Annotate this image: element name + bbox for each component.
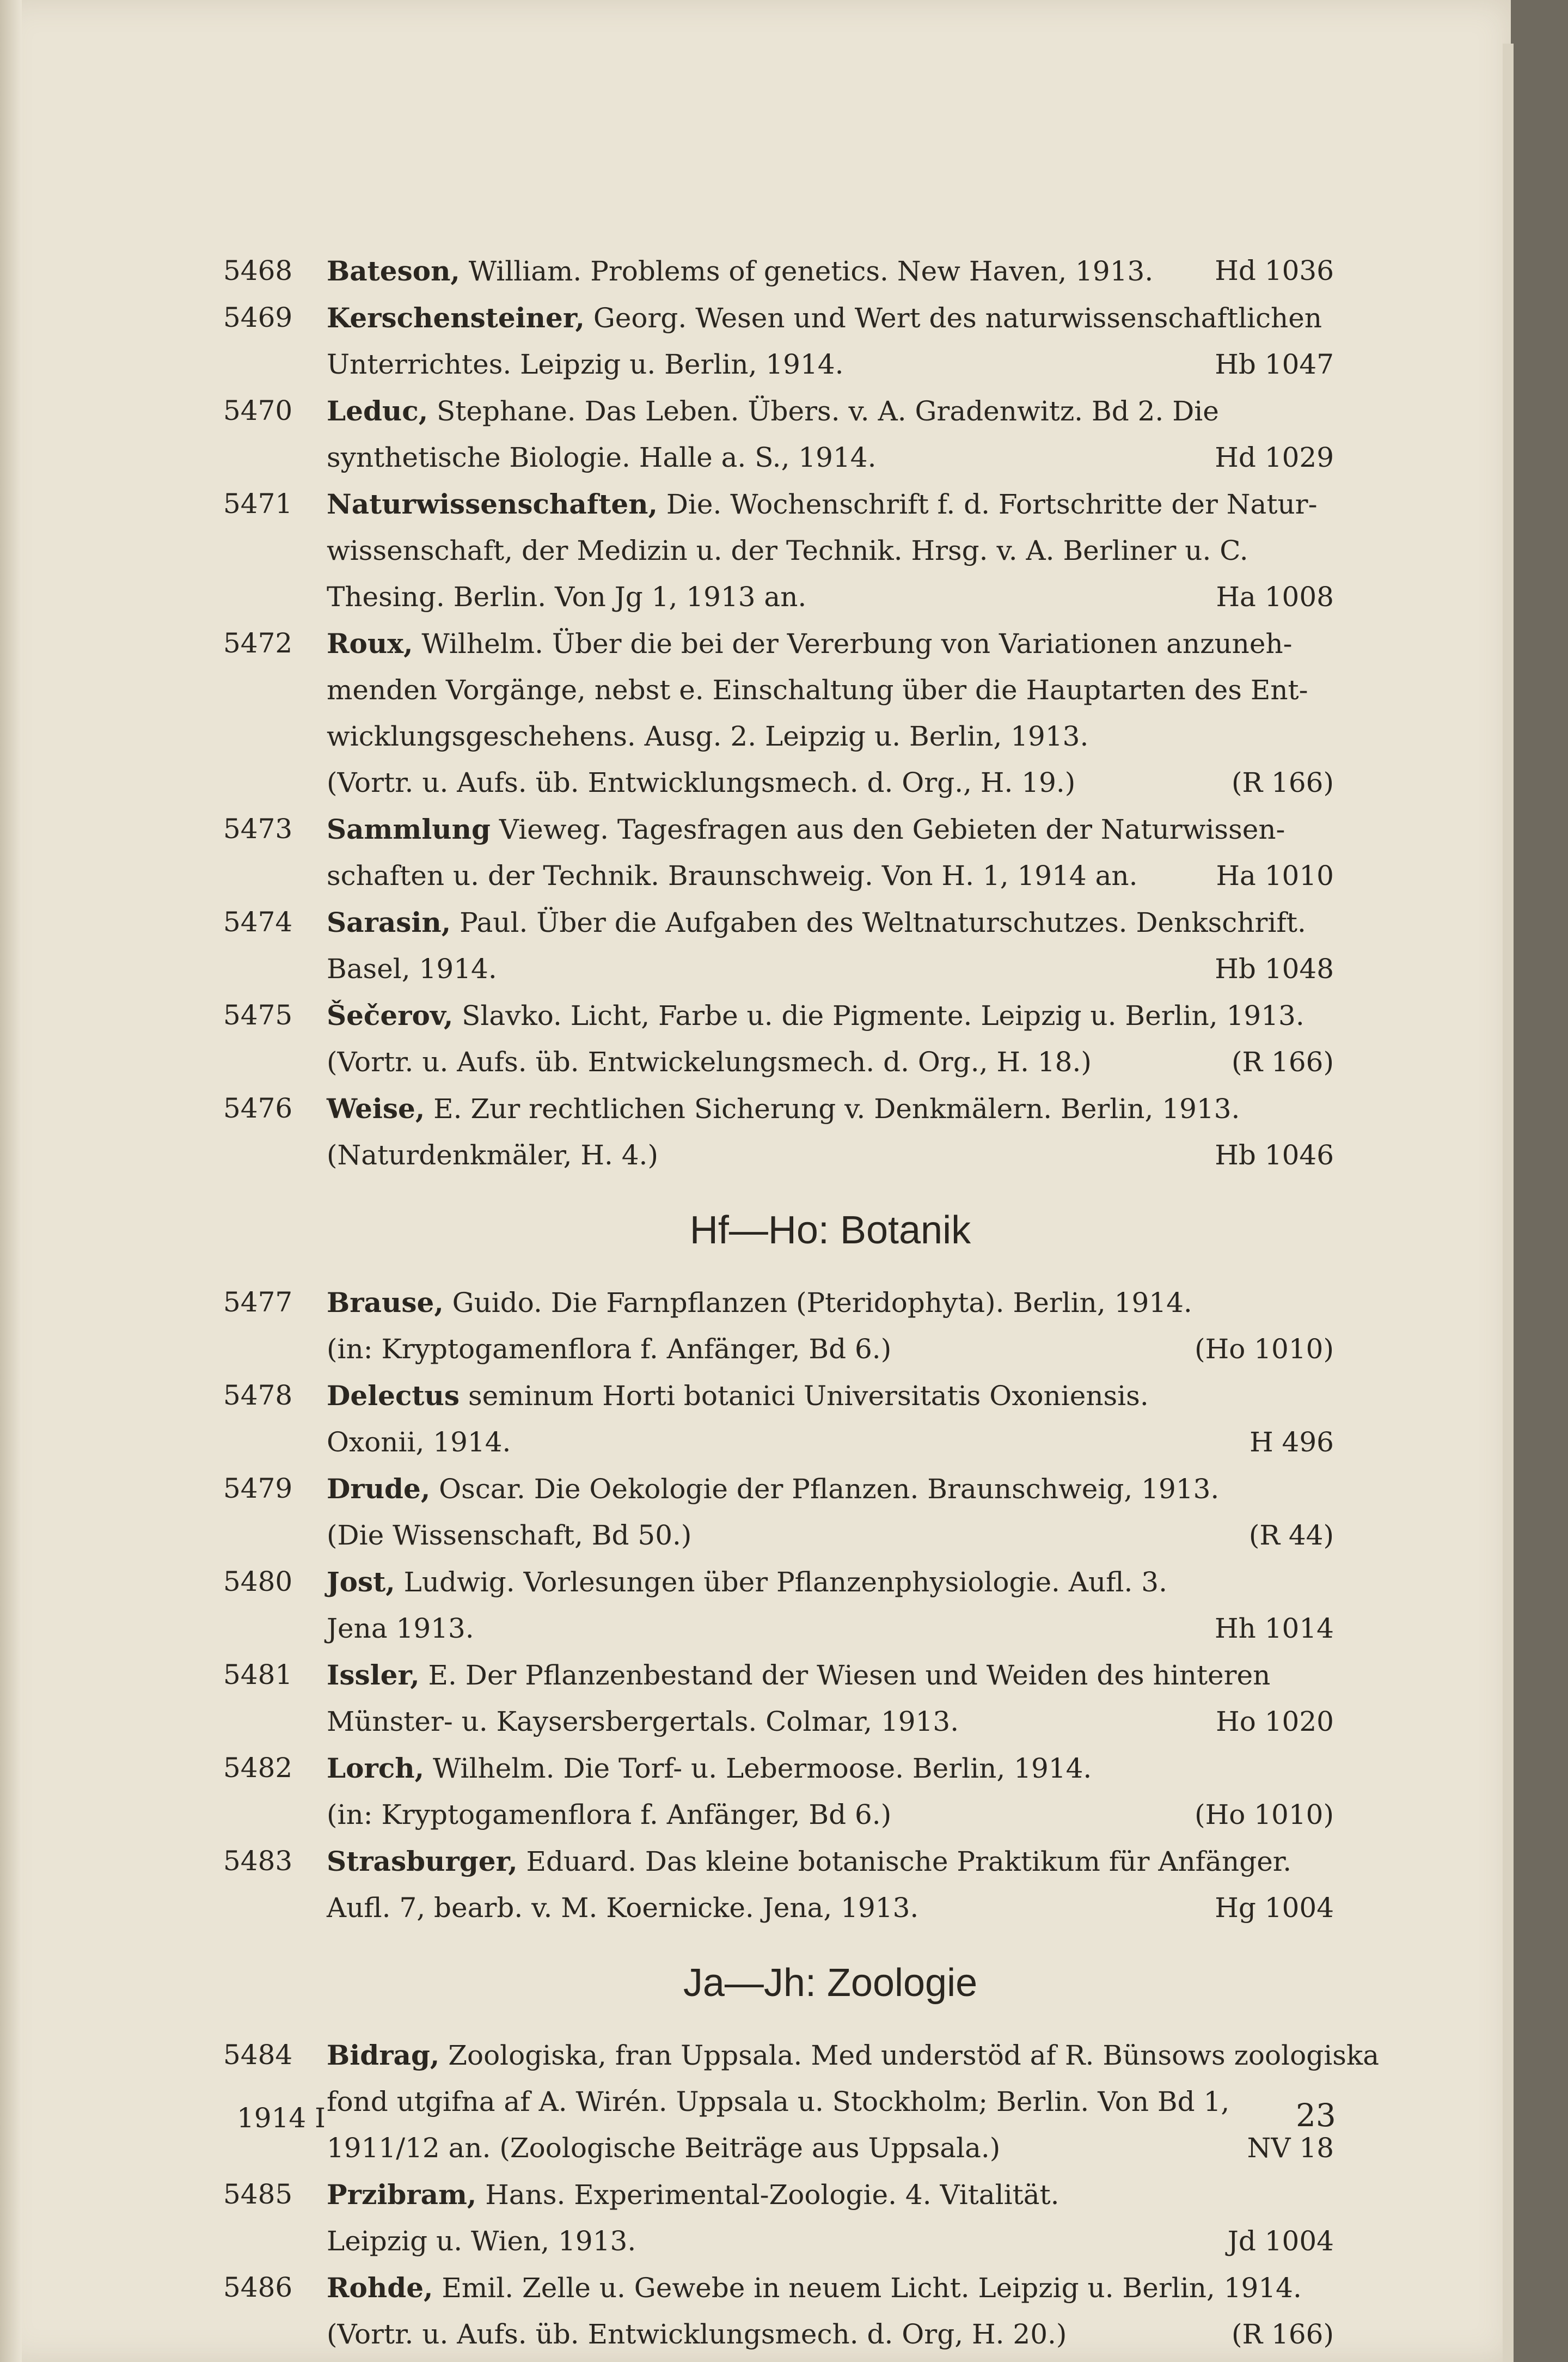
entry-line bbox=[327, 899, 1334, 946]
catalogue-entry bbox=[223, 1085, 1334, 1179]
author-name: Drude, bbox=[327, 1473, 431, 1505]
catalogue-entry bbox=[223, 295, 1334, 388]
entry-text: Eduard. Das kleine botanische Praktikum für Anfänger. bbox=[526, 1846, 1292, 1877]
section-heading: Hf—Ho: Botanik bbox=[689, 1209, 971, 1252]
entry-text: Wilhelm. Die Torf- u. Lebermoose. Berlin, 1914. bbox=[432, 1753, 1092, 1784]
entry-text: Hans. Experimental-Zoologie. 4. Vitalität. bbox=[485, 2179, 1059, 2211]
entry-number: 5483 bbox=[223, 1845, 293, 1877]
catalogue-entry bbox=[223, 2032, 1379, 2171]
author-name: Jost, bbox=[327, 1566, 395, 1598]
signature-mark: 1914 I bbox=[237, 2102, 326, 2134]
shelf-mark: (R 166) bbox=[1232, 2318, 1334, 2350]
shelf-mark: Ha 1010 bbox=[1216, 860, 1334, 892]
entry-text: wissenschaft, der Medizin u. der Technik. Hrsg. v. A. Berliner u. C. bbox=[327, 535, 1248, 566]
shelf-mark: Hb 1046 bbox=[1215, 1139, 1334, 1171]
entry-text: William. Problems of genetics. New Haven, 1913. bbox=[468, 255, 1154, 287]
shelf-mark: H 496 bbox=[1250, 1426, 1334, 1458]
entry-number: 5471 bbox=[223, 488, 293, 520]
entry-text: Guido. Die Farnpflanzen (Pteridophyta). Berlin, 1914. bbox=[452, 1287, 1192, 1319]
page-number: 23 bbox=[1296, 2097, 1336, 2134]
entry-text: Oxonii, 1914. bbox=[327, 1426, 511, 1458]
entry-text: (in: Kryptogamenflora f. Anfänger, Bd 6.) bbox=[327, 1333, 892, 1365]
entry-line bbox=[327, 2079, 1334, 2125]
entry-text: Aufl. 7, bearb. v. M. Koernicke. Jena, 1913. bbox=[327, 1892, 919, 1924]
entry-number: 5485 bbox=[223, 2178, 293, 2210]
entry-line bbox=[327, 1838, 1334, 1885]
entry-number: 5479 bbox=[223, 1473, 293, 1504]
entry-number: 5486 bbox=[223, 2272, 293, 2303]
entry-number: 5470 bbox=[223, 395, 293, 426]
shelf-mark: (R 44) bbox=[1248, 1519, 1334, 1551]
entry-line bbox=[327, 2032, 1379, 2079]
entry-text: (in: Kryptogamenflora f. Anfänger, Bd 6.) bbox=[327, 1799, 892, 1830]
entry-line bbox=[327, 1606, 1334, 1652]
catalogue-entry bbox=[223, 1372, 1334, 1466]
entry-text: (Vortr. u. Aufs. üb. Entwicklungsmech. d. Org, H. 20.) bbox=[327, 2318, 1067, 2350]
entry-line bbox=[327, 435, 1334, 481]
entry-line bbox=[327, 1745, 1334, 1792]
entry-line bbox=[327, 248, 1334, 295]
shelf-mark: Hb 1047 bbox=[1215, 349, 1334, 380]
author-name: Rohde, bbox=[327, 2272, 433, 2304]
entry-line bbox=[327, 853, 1334, 899]
entry-text: synthetische Biologie. Halle a. S., 1914. bbox=[327, 442, 877, 473]
shelf-mark: Hd 1036 bbox=[1215, 255, 1334, 286]
entry-text: Paul. Über die Aufgaben des Weltnaturschutzes. Denkschrift. bbox=[460, 907, 1306, 938]
entry-line bbox=[327, 2265, 1334, 2311]
catalogue-entry bbox=[223, 2265, 1334, 2358]
entry-text: E. Der Pflanzenbestand der Wiesen und Weiden des hinteren bbox=[428, 1659, 1271, 1691]
entry-line bbox=[327, 1652, 1334, 1699]
entry-line bbox=[327, 574, 1334, 620]
catalogue-entry bbox=[223, 620, 1334, 806]
catalogue-entry bbox=[223, 1745, 1334, 1838]
shelf-mark: Hb 1048 bbox=[1215, 953, 1334, 985]
entry-line bbox=[327, 760, 1334, 806]
catalogue-entry bbox=[223, 1279, 1334, 1372]
entry-line bbox=[327, 713, 1334, 760]
entry-text: Unterrichtes. Leipzig u. Berlin, 1914. bbox=[327, 349, 844, 380]
entry-line bbox=[327, 1559, 1334, 1606]
entry-text: (Vortr. u. Aufs. üb. Entwicklungsmech. d. Org., H. 19.) bbox=[327, 767, 1076, 798]
shelf-mark: (Ho 1010) bbox=[1195, 1333, 1334, 1365]
shelf-mark: (Ho 1010) bbox=[1195, 1799, 1334, 1830]
entry-text: schaften u. der Technik. Braunschweig. Von H. 1, 1914 an. bbox=[327, 860, 1138, 892]
author-name: Šečerov, bbox=[327, 999, 454, 1032]
entry-text: (Vortr. u. Aufs. üb. Entwickelungsmech. d. Org., H. 18.) bbox=[327, 1046, 1092, 1078]
entry-text: Georg. Wesen und Wert des naturwissenschaftlichen bbox=[593, 302, 1322, 334]
entry-line bbox=[327, 2125, 1334, 2171]
author-name: Strasburger, bbox=[327, 1845, 518, 1877]
catalogue-entry bbox=[223, 1466, 1334, 1559]
entry-text: Thesing. Berlin. Von Jg 1, 1913 an. bbox=[327, 581, 807, 613]
catalogue-entry bbox=[223, 248, 1334, 295]
shelf-mark: NV 18 bbox=[1247, 2132, 1334, 2164]
entry-line bbox=[327, 1039, 1334, 1085]
entry-text: (Die Wissenschaft, Bd 50.) bbox=[327, 1519, 692, 1551]
entry-line bbox=[327, 2171, 1334, 2218]
author-name: Sarasin, bbox=[327, 906, 451, 938]
entry-text: seminum Horti botanici Universitatis Oxoniensis. bbox=[468, 1380, 1149, 1412]
shelf-mark: (R 166) bbox=[1232, 767, 1334, 798]
author-name: Lorch, bbox=[327, 1752, 425, 1784]
entry-line bbox=[327, 388, 1334, 435]
entry-number: 5473 bbox=[223, 813, 293, 845]
page-edge bbox=[1503, 44, 1514, 2362]
shelf-mark: Jd 1004 bbox=[1227, 2225, 1334, 2257]
author-name: Bidrag, bbox=[327, 2039, 440, 2071]
entry-number: 5474 bbox=[223, 906, 293, 938]
entry-text: Slavko. Licht, Farbe u. die Pigmente. Leipzig u. Berlin, 1913. bbox=[462, 1000, 1304, 1032]
entry-line bbox=[327, 1085, 1334, 1132]
entry-line bbox=[327, 1419, 1334, 1466]
entry-text: Vieweg. Tagesfragen aus den Gebieten der Naturwissen- bbox=[499, 814, 1285, 845]
entry-text: Ludwig. Vorlesungen über Pflanzenphysiologie. Aufl. 3. bbox=[403, 1566, 1167, 1598]
shelf-mark: Ho 1020 bbox=[1216, 1706, 1334, 1737]
entry-number: 5482 bbox=[223, 1752, 293, 1784]
author-name: Issler, bbox=[327, 1659, 420, 1691]
entry-number: 5476 bbox=[223, 1092, 293, 1124]
catalogue-body bbox=[223, 248, 1379, 2358]
entry-line bbox=[327, 2311, 1334, 2358]
entry-line bbox=[327, 1279, 1334, 1326]
entry-line bbox=[327, 1372, 1334, 1419]
section-heading: Ja—Jh: Zoologie bbox=[683, 1961, 978, 2005]
catalogue-entry bbox=[223, 1838, 1334, 1931]
catalogue-entry bbox=[223, 806, 1334, 899]
entry-line bbox=[327, 2218, 1334, 2265]
entry-number: 5468 bbox=[223, 255, 293, 286]
author-name: Brause, bbox=[327, 1286, 444, 1319]
entry-line bbox=[327, 946, 1334, 992]
entry-number: 5469 bbox=[223, 302, 293, 333]
entry-number: 5481 bbox=[223, 1659, 293, 1690]
entry-number: 5484 bbox=[223, 2039, 293, 2071]
author-name: Kerschensteiner, bbox=[327, 302, 585, 334]
entry-line bbox=[327, 1512, 1334, 1559]
entry-line bbox=[327, 1326, 1334, 1372]
entry-text: Emil. Zelle u. Gewebe in neuem Licht. Leipzig u. Berlin, 1914. bbox=[442, 2272, 1302, 2304]
entry-text: E. Zur rechtlichen Sicherung v. Denkmälern. Berlin, 1913. bbox=[433, 1093, 1240, 1125]
catalogue-entry bbox=[223, 2171, 1334, 2265]
entry-text: 1911/12 an. (Zoologische Beiträge aus Uppsala.) bbox=[327, 2132, 1001, 2164]
author-name: Naturwissenschaften, bbox=[327, 488, 658, 520]
author-name: Weise, bbox=[327, 1092, 425, 1125]
entry-text: Wilhelm. Über die bei der Vererbung von Variationen anzuneh- bbox=[421, 628, 1293, 660]
entry-line bbox=[327, 1885, 1334, 1931]
book-gutter bbox=[0, 0, 22, 2362]
entry-text: Basel, 1914. bbox=[327, 953, 497, 985]
catalogue-entry bbox=[223, 388, 1334, 481]
shelf-mark: (R 166) bbox=[1232, 1046, 1334, 1078]
author-name: Roux, bbox=[327, 627, 413, 660]
entry-number: 5480 bbox=[223, 1566, 293, 1597]
entry-number: 5472 bbox=[223, 627, 293, 659]
entry-line bbox=[327, 1699, 1334, 1745]
entry-line bbox=[327, 1466, 1334, 1512]
author-name: Delectus bbox=[327, 1380, 460, 1412]
entry-text: Zoologiska, fran Uppsala. Med understöd af R. Bünsows zoologiska bbox=[448, 2040, 1379, 2071]
entry-line bbox=[327, 806, 1334, 853]
entry-text: (Naturdenkmäler, H. 4.) bbox=[327, 1139, 658, 1171]
entry-line bbox=[327, 1132, 1334, 1179]
catalogue-entry bbox=[223, 899, 1334, 992]
shelf-mark: Hg 1004 bbox=[1215, 1892, 1334, 1924]
entry-text: Oscar. Die Oekologie der Pflanzen. Braunschweig, 1913. bbox=[439, 1473, 1220, 1505]
entry-line bbox=[327, 295, 1334, 341]
shelf-mark: Ha 1008 bbox=[1216, 581, 1334, 613]
entry-text: menden Vorgänge, nebst e. Einschaltung über die Hauptarten des Ent- bbox=[327, 674, 1308, 706]
entry-number: 5478 bbox=[223, 1380, 293, 1411]
entry-line bbox=[327, 481, 1334, 528]
entry-line bbox=[327, 620, 1334, 667]
entry-line bbox=[327, 341, 1334, 388]
author-name: Przibram, bbox=[327, 2178, 477, 2211]
author-name: Bateson, bbox=[327, 255, 460, 287]
catalogue-entry bbox=[223, 481, 1334, 620]
catalogue-entry bbox=[223, 1559, 1334, 1652]
catalogue-entry bbox=[223, 1652, 1334, 1745]
entry-text: fond utgifna af A. Wirén. Uppsala u. Stockholm; Berlin. Von Bd 1, bbox=[327, 2086, 1230, 2117]
entry-text: wicklungsgeschehens. Ausg. 2. Leipzig u. Berlin, 1913. bbox=[327, 721, 1089, 752]
entry-number: 5475 bbox=[223, 999, 293, 1031]
author-name: Sammlung bbox=[327, 813, 491, 845]
entry-text: Leipzig u. Wien, 1913. bbox=[327, 2225, 636, 2257]
entry-text: Münster- u. Kaysersbergertals. Colmar, 1913. bbox=[327, 1706, 959, 1737]
catalogue-entry bbox=[223, 992, 1334, 1085]
entry-text: Die. Wochenschrift f. d. Fortschritte der Natur- bbox=[666, 489, 1318, 520]
shelf-mark: Hh 1014 bbox=[1215, 1613, 1334, 1644]
author-name: Leduc, bbox=[327, 395, 428, 427]
entry-line bbox=[327, 1792, 1334, 1838]
entry-text: Stephane. Das Leben. Übers. v. A. Gradenwitz. Bd 2. Die bbox=[437, 395, 1219, 427]
shelf-mark: Hd 1029 bbox=[1215, 442, 1334, 473]
entry-line bbox=[327, 667, 1334, 713]
entry-line bbox=[327, 992, 1334, 1039]
entry-line bbox=[327, 528, 1334, 574]
entry-text: Jena 1913. bbox=[327, 1613, 474, 1644]
entry-number: 5477 bbox=[223, 1286, 293, 1318]
